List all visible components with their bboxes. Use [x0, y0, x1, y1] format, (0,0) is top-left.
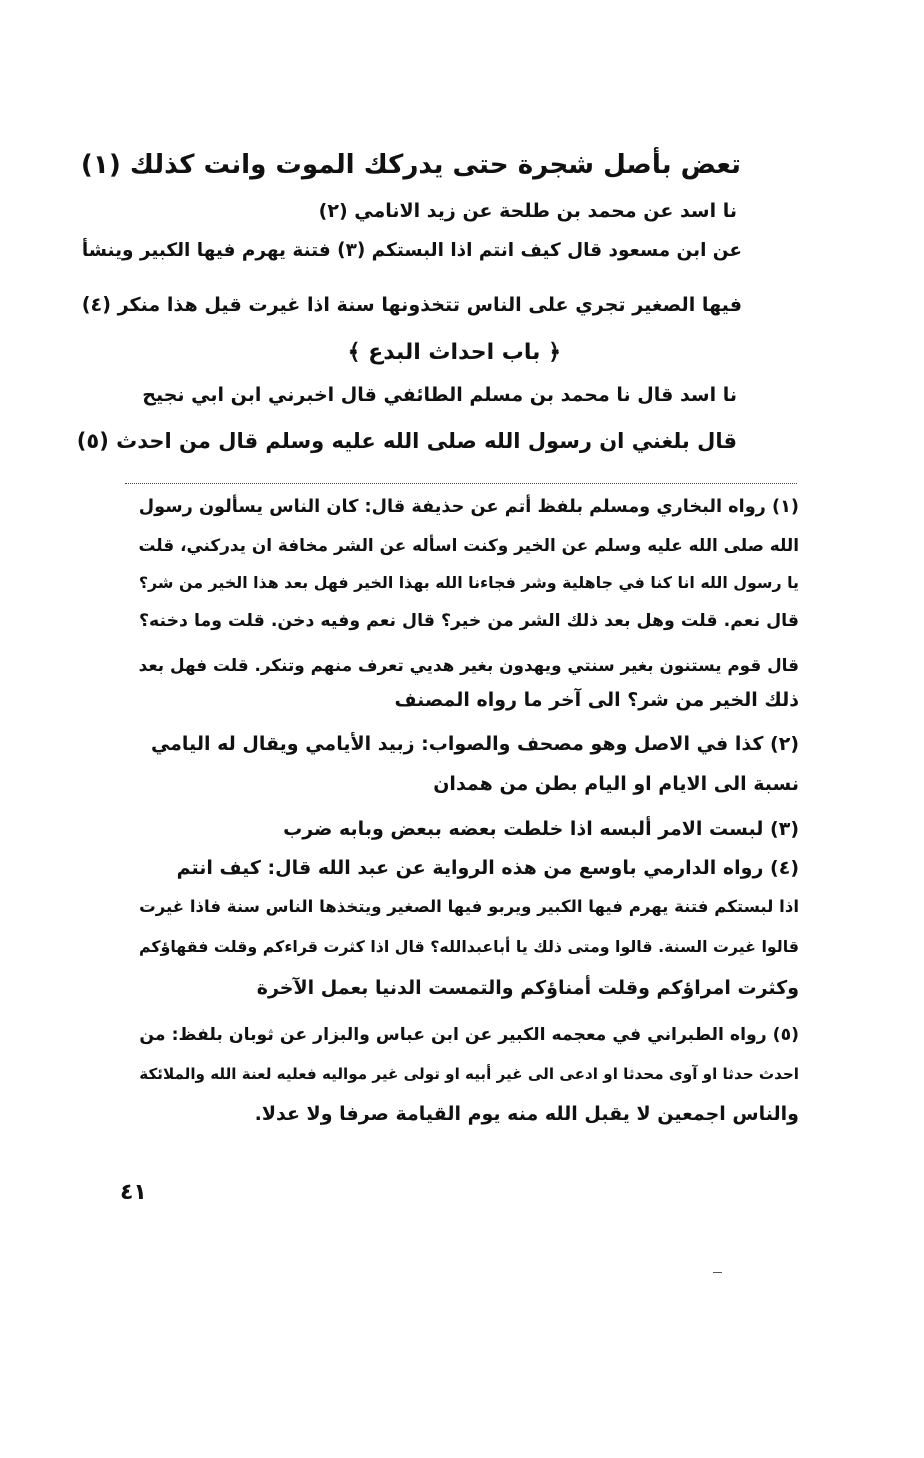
main-text-line: تعض بأصل شجرة حتى يدركك الموت وانت كذلك (١) — [80, 150, 741, 180]
footnote-4-line: قالوا غيرت السنة. قالوا ومتى ذلك يا أباعبدالله؟ قال اذا كثرت قراءكم وقلت فقهاؤكم — [138, 937, 799, 956]
main-text-line: فيها الصغير تجري على الناس تتخذونها سنة اذا غيرت قيل هذا منكر (٤) — [81, 293, 742, 316]
footnote-4-line: اذا لبستكم فتنة يهرم فيها الكبير ويربو فيها الصغير ويتخذها الناس سنة فاذا غيرت — [139, 897, 799, 916]
main-text-line: عن ابن مسعود قال كيف انتم اذا البستكم (٣) فتنة يهرم فيها الكبير وينشأ — [81, 240, 742, 261]
footnote-5-line: احدث حدثا او آوى محدثا او ادعى الى غير أبيه او تولى غير مواليه فعليه لعنة الله والملائكة — [139, 1065, 799, 1083]
footnote-3-line: (٣) لبست الامر ألبسه اذا خلطت بعضه ببعض وبابه ضرب — [283, 818, 799, 840]
chapter-heading: ﴿ باب احداث البدع ﴾ — [347, 340, 561, 365]
footnote-1-line: الله صلى الله عليه وسلم عن الخير وكنت اسأله عن الشر مخافة ان يدركني، قلت — [138, 535, 799, 555]
footnote-1-line: ذلك الخير من شر؟ الى آخر ما رواه المصنف — [394, 689, 799, 711]
footnote-1-line: قال نعم. قلت وهل بعد ذلك الشر من خير؟ قال نعم وفيه دخن. قلت وما دخنه؟ — [138, 611, 799, 631]
footnote-4-line: وكثرت امراؤكم وقلت أمناؤكم والتمست الدنيا بعمل الآخرة — [256, 977, 799, 999]
footnote-2-line: نسبة الى الايام او اليام بطن من همدان — [433, 773, 799, 795]
footnote-5-line: (٥) رواه الطبراني في معجمه الكبير عن ابن عباس والبزار عن ثوبان بلفظ: من — [139, 1025, 799, 1045]
footnote-4-line: (٤) رواه الدارمي باوسع من هذه الرواية عن عبد الله قال: كيف انتم — [176, 857, 799, 879]
isnad-line: نا اسد قال نا محمد بن مسلم الطائفي قال اخبرني ابن ابي نجيح — [142, 384, 737, 406]
footnote-1-line: (١) رواه البخاري ومسلم بلفظ أتم عن حذيفة قال: كان الناس يسألون رسول — [138, 497, 799, 517]
footnote-5-line: والناس اجمعين لا يقبل الله منه يوم القيامة صرفا ولا عدلا. — [254, 1103, 799, 1125]
page-number: ٤١ — [120, 1180, 147, 1205]
isnad-line: نا اسد عن محمد بن طلحة عن زيد الانامي (٢) — [318, 200, 737, 222]
footnote-2-line: (٢) كذا في الاصل وهو مصحف والصواب: زبيد الأيامي ويقال له اليامي — [150, 733, 799, 755]
footnote-1-line: قال قوم يستنون بغير سنتي ويهدون بغير هديي تعرف منهم وتنكر. قلت فهل بعد — [138, 655, 799, 675]
main-text-line: قال بلغني ان رسول الله صلى الله عليه وسلم قال من احدث (٥) — [76, 428, 737, 453]
scan-speck — [713, 1272, 722, 1273]
footnote-1-line: يا رسول الله انا كنا في جاهلية وشر فجاءنا الله بهذا الخير فهل بعد هذا الخير من شر؟ — [138, 573, 799, 592]
footnote-separator — [125, 483, 797, 484]
